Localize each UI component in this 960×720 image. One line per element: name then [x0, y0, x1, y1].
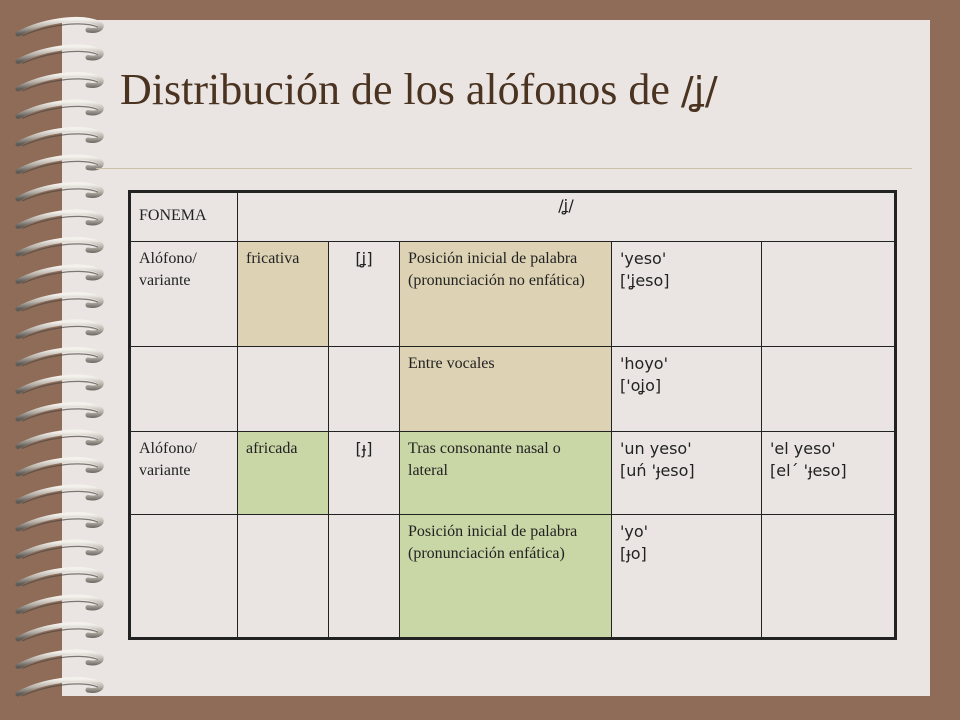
position-cell: Posición inicial de palabra (pronunciación enfática)	[400, 515, 612, 639]
title-text: Distribución de los alófonos de	[120, 65, 670, 114]
example2-cell	[762, 242, 896, 347]
empty-cell	[238, 347, 329, 432]
allophone-label: Alófono/ variante	[130, 242, 238, 347]
empty-cell	[130, 347, 238, 432]
table-row	[130, 432, 896, 515]
table-row	[130, 347, 896, 432]
position-cell: Entre vocales	[400, 347, 612, 432]
allophone-label: Alófono/ variante	[130, 432, 238, 515]
allophone-symbol: [ʝ]	[329, 242, 400, 347]
empty-cell	[329, 515, 400, 639]
empty-cell	[762, 515, 896, 639]
position-cell: Posición inicial de palabra (pronunciación no enfática)	[400, 242, 612, 347]
position-cell: Tras consonante nasal o lateral	[400, 432, 612, 515]
allophone-type: fricativa	[238, 242, 329, 347]
empty-cell	[238, 515, 329, 639]
table-row	[130, 192, 896, 242]
example-cell: 'hoyo' ['oʝo]	[612, 347, 762, 432]
empty-cell	[130, 515, 238, 639]
empty-cell	[762, 347, 896, 432]
table-row	[130, 515, 896, 639]
example-cell: 'yo' [ɟo]	[612, 515, 762, 639]
table-row	[130, 242, 896, 347]
example2-cell: 'el yeso' [el´ 'ɟeso]	[762, 432, 896, 515]
allophone-table	[128, 190, 897, 640]
title-phoneme: /ʝ/	[680, 69, 718, 113]
spiral-binding-icon	[0, 0, 115, 720]
title-divider	[96, 168, 912, 169]
slide-title	[120, 64, 718, 115]
example-cell: 'yeso' ['ʝeso]	[612, 242, 762, 347]
fonema-phoneme: /ʝ/	[238, 192, 896, 242]
allophone-type: africada	[238, 432, 329, 515]
example-cell: 'un yeso' [uń 'ɟeso]	[612, 432, 762, 515]
empty-cell	[329, 347, 400, 432]
allophone-symbol: [ɟ]	[329, 432, 400, 515]
fonema-label: FONEMA	[130, 192, 238, 242]
